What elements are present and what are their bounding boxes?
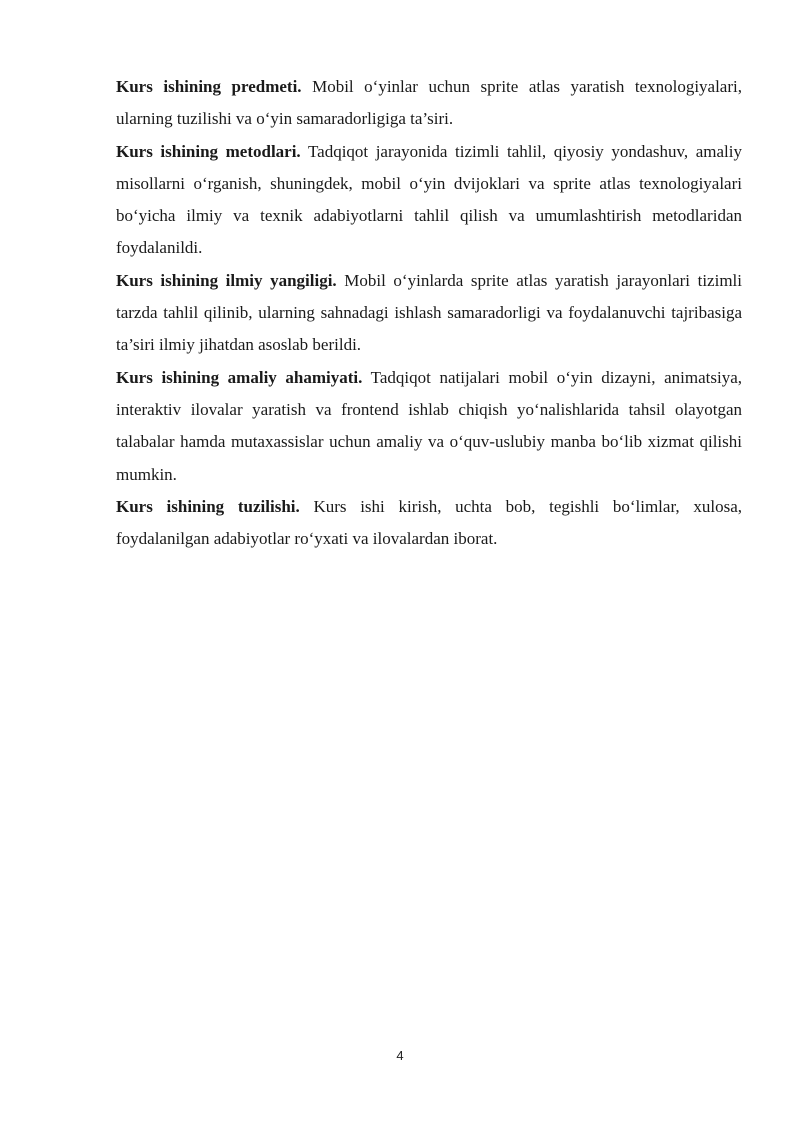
paragraph-methods [116,136,742,265]
paragraph-structure [116,491,742,556]
page-number: 4 [396,1048,404,1063]
paragraph-text: Mobil o‘yinlarda sprite atlas yaratish jarayonlari tizimli tarzda tahlil qilinib, ularning sahnadagi ishlash samaradorligi va foydalanuvchi tajribasiga ta’siri ilmiy jihatdan asoslab berildi. [116,270,742,355]
paragraph-subject [116,71,742,136]
paragraph-heading: Kurs ishining metodlari. [116,141,301,161]
paragraph-heading: Kurs ishining amaliy ahamiyati. [116,367,363,387]
paragraph-text: Tadqiqot jarayonida tizimli tahlil, qiyosiy yondashuv, amaliy misollarni o‘rganish, shuningdek, mobil o‘yin dvijoklari va sprite atlas texnologiyalari bo‘yicha ilmiy va texnik adabiyotlarni tahlil qilish va umumlashtirish metodlaridan foydalanildi. [116,141,742,258]
paragraph-novelty [116,265,742,362]
paragraph-heading: Kurs ishining tuzilishi. [116,496,300,516]
paragraph-text: Kurs ishi kirish, uchta bob, tegishli bo‘limlar, xulosa, foydalanilgan adabiyotlar ro‘yxati va ilovalardan iborat. [116,496,742,549]
paragraph-text: Tadqiqot natijalari mobil o‘yin dizayni, animatsiya, interaktiv ilovalar yaratish va frontend ishlab chiqish yo‘nalishlarida tahsil olayotgan talabalar hamda mutaxassislar uchun amaliy va o‘quv-uslubiy manba bo‘lib xizmat qilishi mumkin. [116,367,742,484]
paragraph-heading: Kurs ishining ilmiy yangiligi. [116,270,337,290]
paragraph-heading: Kurs ishining predmeti. [116,77,302,96]
page-body [116,71,742,555]
paragraph-practical-significance [116,362,742,491]
paragraph-text: Mobil o‘yinlar uchun sprite atlas yaratish texnologiyalari, ularning tuzilishi va o‘yin samaradorligiga ta’siri. [116,77,742,129]
